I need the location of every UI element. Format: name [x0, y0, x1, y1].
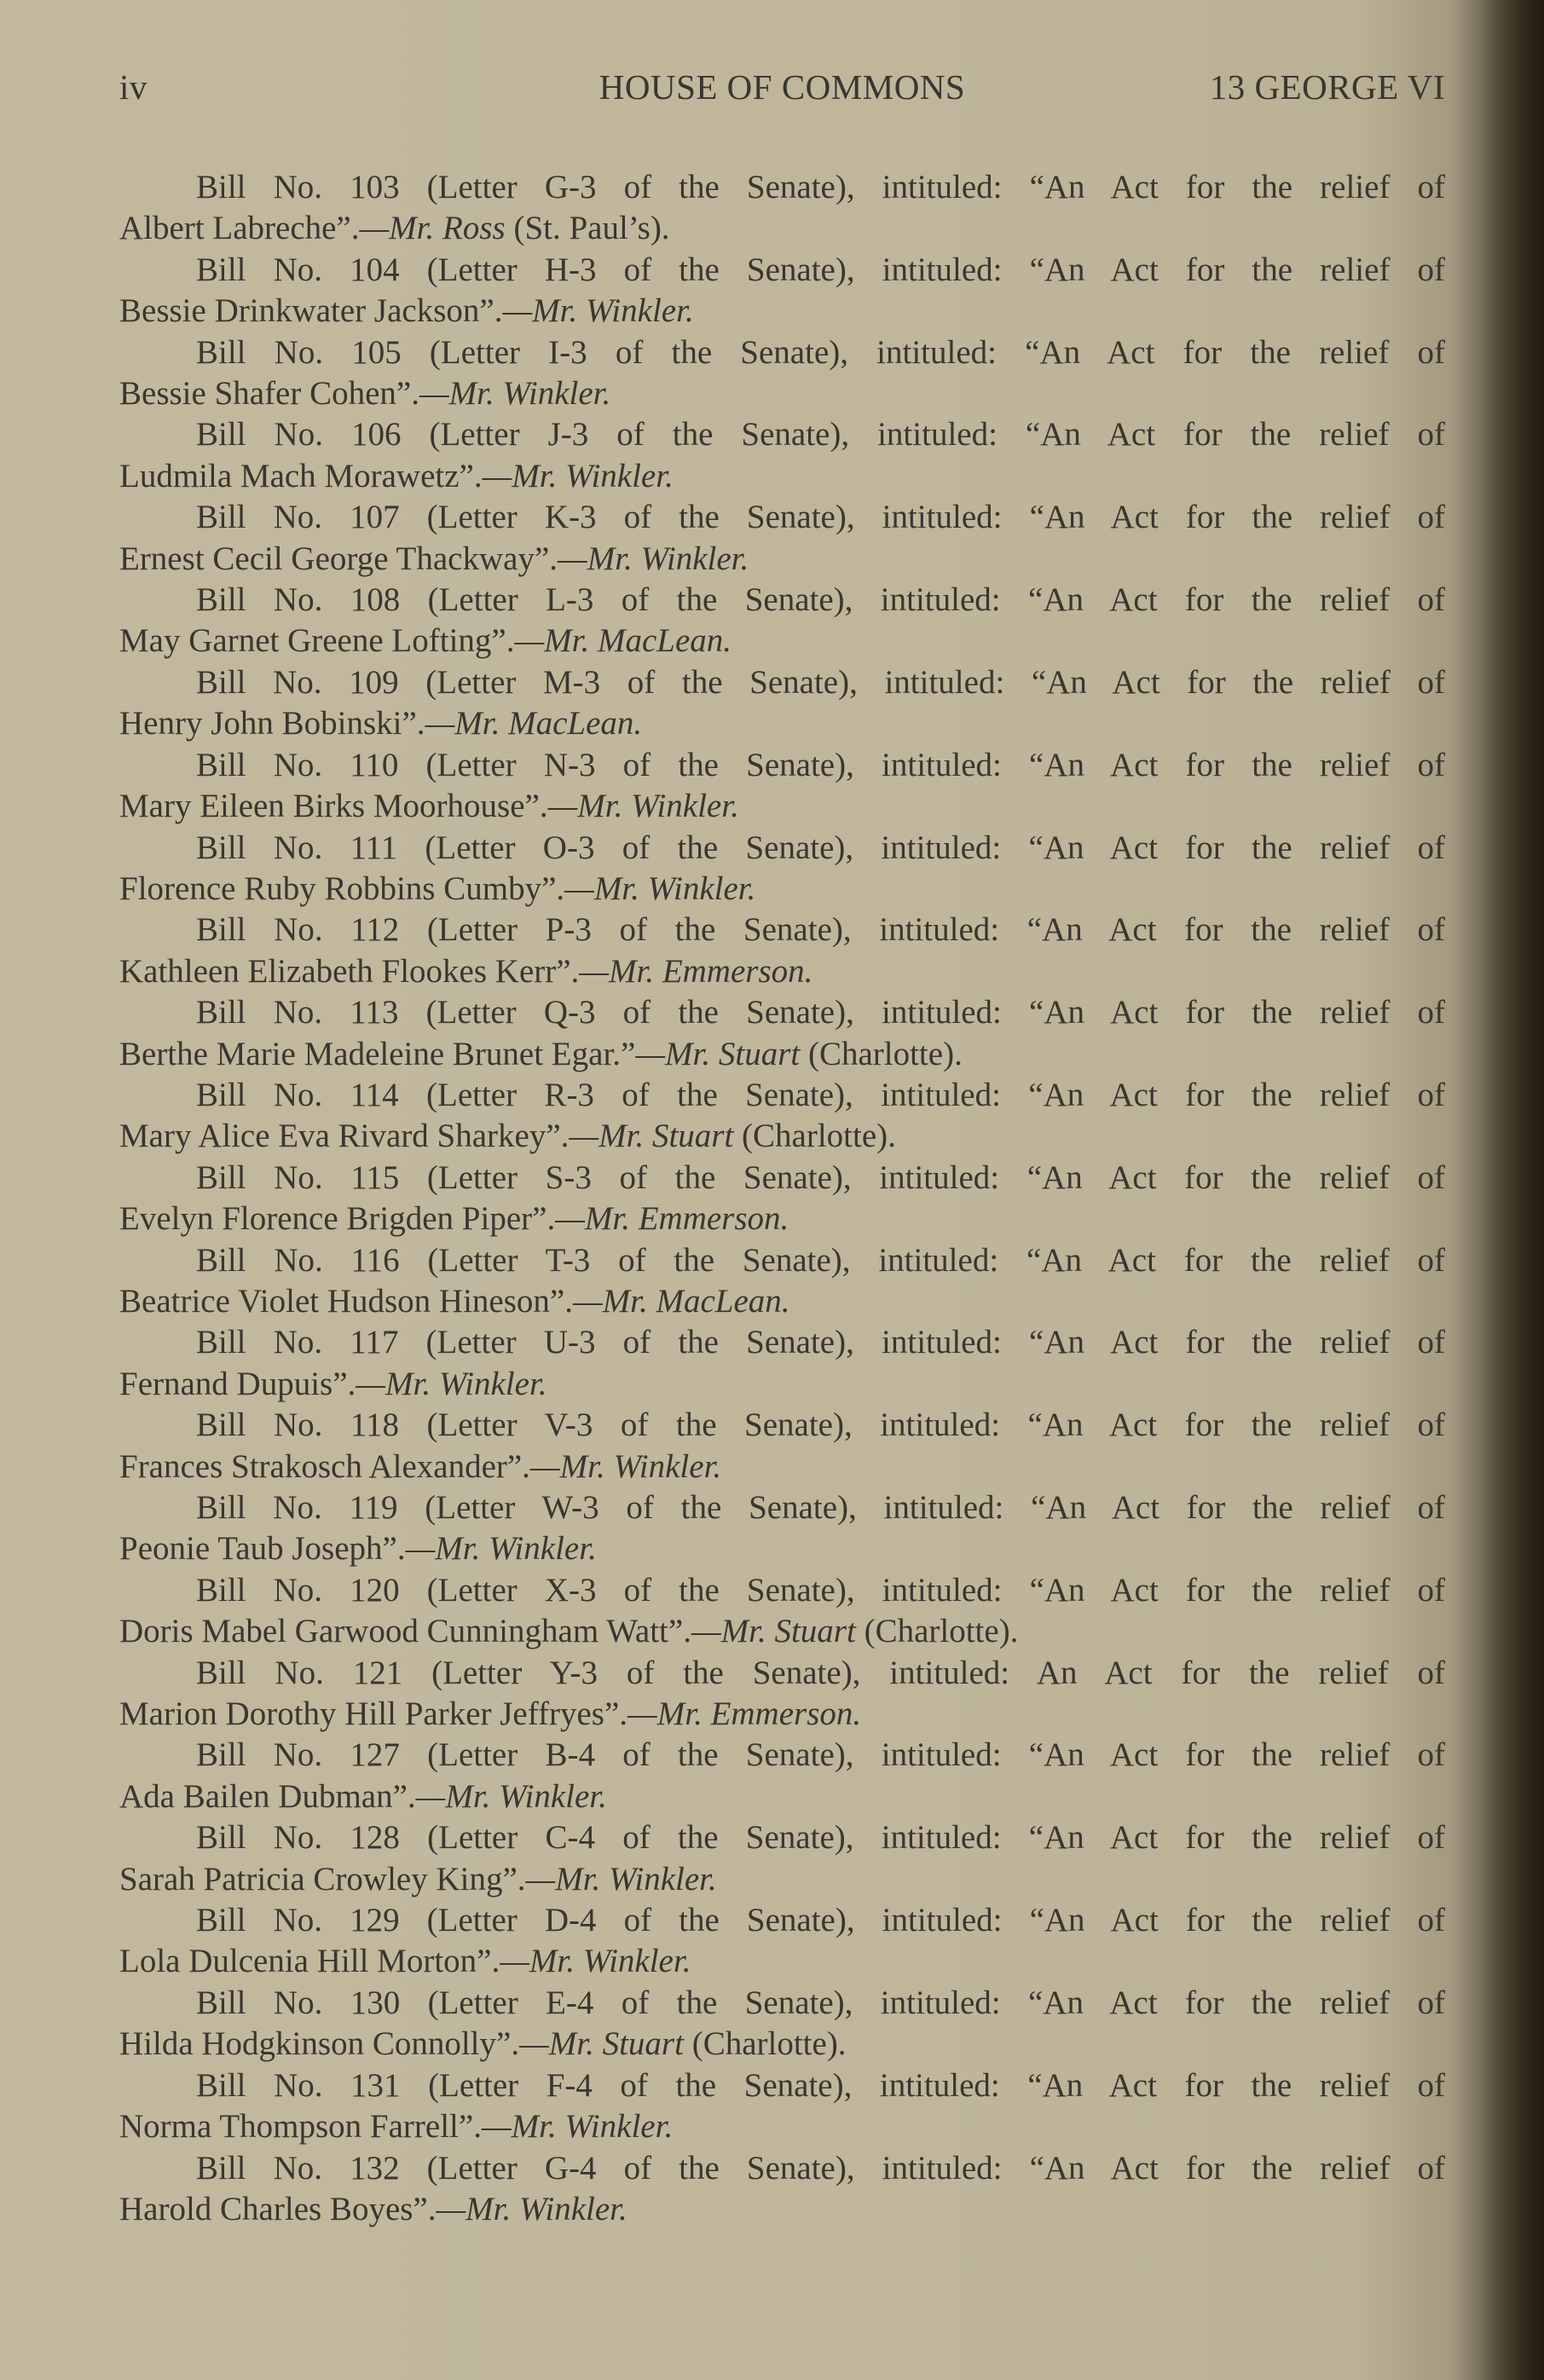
sponsoring-member: —Mr. Stuart: [635, 1035, 801, 1072]
constituency-suffix: (Charlotte).: [733, 1118, 896, 1155]
sponsoring-member: —Mr. Winkler.: [405, 1530, 597, 1568]
bill-entry-continuation: [119, 1694, 1445, 1735]
bill-entry-title: Bill No. 107 (Letter K-3 of the Senate), intituled: “An Act for the relief of: [196, 499, 1445, 536]
bill-entry-title: Bill No. 130 (Letter E-4 of the Senate), intituled: “An Act for the relief of: [196, 1984, 1445, 2021]
bill-entry: [119, 167, 1445, 250]
bill-entry-continuation: [119, 373, 1445, 414]
bill-entry-title: Bill No. 120 (Letter X-3 of the Senate), intituled: “An Act for the relief of: [196, 1571, 1445, 1609]
sponsoring-member: —Mr. Winkler.: [481, 2108, 674, 2146]
bill-entry-continuation: [119, 1859, 1445, 1900]
sponsoring-member: —Mr. MacLean.: [425, 705, 643, 742]
bill-entry-continuation: [119, 1776, 1445, 1817]
petitioner-name: Bessie Shafer Cohen”.: [119, 375, 419, 413]
bill-entry: [119, 1405, 1445, 1488]
bill-entry-continuation: [119, 703, 1445, 744]
bill-entry: [119, 1158, 1445, 1240]
bill-entry-title: Bill No. 111 (Letter O-3 of the Senate), intituled: “An Act for the relief of: [196, 829, 1445, 866]
sponsoring-member: —Mr. Emmerson.: [579, 952, 813, 990]
sponsoring-member: —Mr. Winkler.: [558, 540, 749, 577]
bill-entry-continuation: [119, 1281, 1445, 1322]
bill-entry-continuation: [119, 539, 1445, 580]
bill-entry: [119, 1488, 1445, 1570]
running-header: [119, 66, 1445, 114]
bill-entry-title: Bill No. 105 (Letter I-3 of the Senate), intituled: “An Act for the relief of: [196, 333, 1445, 371]
bill-entry-title: Bill No. 103 (Letter G-3 of the Senate), intituled: “An Act for the relief of: [196, 169, 1445, 205]
page-title: HOUSE OF COMMONS: [599, 67, 966, 107]
bill-entry-title: Bill No. 110 (Letter N-3 of the Senate), intituled: “An Act for the relief of: [196, 746, 1445, 783]
bill-entry-title: Bill No. 117 (Letter U-3 of the Senate), intituled: “An Act for the relief of: [196, 1324, 1445, 1361]
bill-entry-title: Bill No. 121 (Letter Y-3 of the Senate), intituled: An Act for the relief of: [196, 1654, 1445, 1691]
bill-entry: [119, 1322, 1445, 1405]
bill-entry-title: Bill No. 104 (Letter H-3 of the Senate), intituled: “An Act for the relief of: [196, 251, 1445, 288]
sponsoring-member: —Mr. Winkler.: [356, 1365, 547, 1402]
petitioner-name: Henry John Bobinski”.: [119, 705, 425, 742]
sponsoring-member: —Mr. Stuart: [691, 1613, 856, 1650]
bill-entry-continuation: [119, 2024, 1445, 2065]
bill-entry: [119, 910, 1445, 992]
page-number: iv: [119, 67, 147, 107]
petitioner-name: Frances Strakosch Alexander”.: [119, 1447, 530, 1485]
bill-entry-continuation: [119, 1116, 1445, 1157]
constituency-suffix: (Charlotte).: [800, 1035, 963, 1072]
sponsoring-member: —Mr. Winkler.: [502, 292, 694, 330]
bill-entry-title: Bill No. 129 (Letter D-4 of the Senate), intituled: “An Act for the relief of: [196, 1902, 1445, 1939]
sponsoring-member: —Mr. Winkler.: [529, 1447, 722, 1485]
bill-entry-continuation: [119, 1941, 1445, 1982]
bill-entry-title: Bill No. 112 (Letter P-3 of the Senate), intituled: “An Act for the relief of: [196, 911, 1445, 949]
sponsoring-member: —Mr. Stuart: [519, 2025, 684, 2063]
bill-entry-continuation: [119, 1447, 1445, 1488]
petitioner-name: May Garnet Greene Lofting”.: [119, 622, 515, 660]
bill-entry-title: Bill No. 132 (Letter G-4 of the Senate), intituled: “An Act for the relief of: [196, 2149, 1445, 2186]
sponsoring-member: —Mr. Emmerson.: [555, 1200, 789, 1238]
bill-entry-continuation: [119, 456, 1445, 497]
bill-entry-continuation: [119, 291, 1445, 332]
bill-entry: [119, 1900, 1445, 1983]
binding-gutter: [1484, 0, 1544, 2380]
bill-entry: [119, 992, 1445, 1075]
petitioner-name: Lola Dulcenia Hill Morton”.: [119, 1943, 500, 1980]
constituency-suffix: (Charlotte).: [683, 2025, 847, 2063]
bill-entry-title: Bill No. 108 (Letter L-3 of the Senate), intituled: “An Act for the relief of: [196, 581, 1445, 619]
constituency-suffix: (Charlotte).: [855, 1613, 1019, 1650]
sponsoring-member: —Mr. Emmerson.: [627, 1695, 862, 1733]
bill-entry-title: Bill No. 127 (Letter B-4 of the Senate), intituled: “An Act for the relief of: [196, 1736, 1445, 1774]
bill-entry: [119, 580, 1445, 662]
bill-entry-continuation: [119, 1034, 1445, 1075]
sponsoring-member: —Mr. Winkler.: [419, 375, 611, 413]
bill-entry-title: Bill No. 131 (Letter F-4 of the Senate), intituled: “An Act for the relief of: [196, 2066, 1445, 2104]
petitioner-name: Kathleen Elizabeth Flookes Kerr”.: [119, 952, 580, 990]
bill-entry: [119, 1735, 1445, 1817]
petitioner-name: Ada Bailen Dubman”.: [119, 1777, 416, 1815]
bill-entry: [119, 332, 1445, 415]
bill-entry: [119, 497, 1445, 580]
bill-entry-title: Bill No. 113 (Letter Q-3 of the Senate), intituled: “An Act for the relief of: [196, 994, 1445, 1031]
sponsoring-member: —Mr. MacLean.: [572, 1282, 790, 1320]
petitioner-name: Beatrice Violet Hudson Hineson”.: [119, 1282, 573, 1320]
petitioner-name: Ludmila Mach Morawetz”.: [119, 457, 483, 494]
bill-entry-title: Bill No. 128 (Letter C-4 of the Senate), intituled: “An Act for the relief of: [196, 1819, 1445, 1857]
bill-entry: [119, 745, 1445, 828]
bill-entry-title: Bill No. 118 (Letter V-3 of the Senate), intituled: “An Act for the relief of: [196, 1407, 1445, 1444]
bill-entry-continuation: [119, 786, 1445, 827]
petitioner-name: Peonie Taub Joseph”.: [119, 1530, 406, 1568]
sponsoring-member: —Mr. Winkler.: [436, 2190, 627, 2227]
bill-entry-title: Bill No. 106 (Letter J-3 of the Senate), intituled: “An Act for the relief of: [196, 416, 1445, 453]
bill-entry-continuation: [119, 208, 1445, 249]
bill-entry-title: Bill No. 115 (Letter S-3 of the Senate), intituled: “An Act for the relief of: [196, 1158, 1445, 1196]
constituency-suffix: (St. Paul’s).: [505, 210, 670, 247]
bill-entry-continuation: [119, 621, 1445, 661]
bill-entry: [119, 1983, 1445, 2065]
petitioner-name: Berthe Marie Madeleine Brunet Egar.”: [119, 1035, 636, 1072]
sponsoring-member: —Mr. Stuart: [569, 1118, 734, 1155]
sponsoring-member: —Mr. Winkler.: [500, 1943, 691, 1980]
bill-entry: [119, 1075, 1445, 1158]
sponsoring-member: —Mr. Winkler.: [525, 1860, 717, 1898]
bill-entry-title: Bill No. 116 (Letter T-3 of the Senate), intituled: “An Act for the relief of: [196, 1241, 1445, 1279]
sponsoring-member: —Mr. Ross: [359, 210, 506, 247]
bill-entry: [119, 1570, 1445, 1653]
petitioner-name: Mary Alice Eva Rivard Sharkey”.: [119, 1118, 570, 1155]
bill-entry-continuation: [119, 1364, 1445, 1405]
sponsoring-member: —Mr. Winkler.: [482, 457, 674, 494]
bill-entry: [119, 662, 1445, 745]
petitioner-name: Bessie Drinkwater Jackson”.: [119, 292, 503, 330]
sponsoring-member: —Mr. Winkler.: [564, 869, 756, 907]
petitioner-name: Marion Dorothy Hill Parker Jeffryes”.: [119, 1695, 628, 1733]
bill-entry-title: Bill No. 119 (Letter W-3 of the Senate), intituled: “An Act for the relief of: [196, 1489, 1445, 1526]
bill-entry-continuation: [119, 951, 1445, 992]
sponsoring-member: —Mr. MacLean.: [514, 622, 732, 660]
petitioner-name: Ernest Cecil George Thackway”.: [119, 540, 558, 577]
bill-entry: [119, 1653, 1445, 1736]
petitioner-name: Albert Labreche”.: [119, 210, 360, 247]
bill-list: [119, 167, 1445, 2230]
bill-entry: [119, 1817, 1445, 1900]
sponsoring-member: —Mr. Winkler.: [415, 1777, 607, 1815]
petitioner-name: Mary Eileen Birks Moorhouse”.: [119, 788, 548, 825]
bill-entry-continuation: [119, 2189, 1445, 2230]
petitioner-name: Sarah Patricia Crowley King”.: [119, 1860, 526, 1898]
bill-entry-title: Bill No. 109 (Letter M-3 of the Senate), intituled: “An Act for the relief of: [196, 663, 1445, 701]
bill-entry: [119, 1240, 1445, 1323]
bill-entry-continuation: [119, 1199, 1445, 1239]
bill-entry-continuation: [119, 869, 1445, 910]
petitioner-name: Evelyn Florence Brigden Piper”.: [119, 1200, 556, 1238]
session-label: 13 GEORGE VI: [1209, 67, 1445, 107]
petitioner-name: Harold Charles Boyes”.: [119, 2190, 437, 2227]
bill-entry: [119, 2148, 1445, 2231]
bill-entry: [119, 2065, 1445, 2148]
sponsoring-member: —Mr. Winkler.: [547, 788, 739, 825]
bill-entry-continuation: [119, 2106, 1445, 2147]
bill-entry: [119, 414, 1445, 497]
petitioner-name: Doris Mabel Garwood Cunningham Watt”.: [119, 1613, 691, 1650]
bill-entry-continuation: [119, 1611, 1445, 1652]
petitioner-name: Fernand Dupuis”.: [119, 1365, 356, 1402]
bill-entry-continuation: [119, 1528, 1445, 1569]
petitioner-name: Hilda Hodgkinson Connolly”.: [119, 2025, 520, 2063]
bill-entry-title: Bill No. 114 (Letter R-3 of the Senate), intituled: “An Act for the relief of: [196, 1076, 1445, 1113]
bill-entry: [119, 828, 1445, 910]
bill-entry: [119, 250, 1445, 332]
petitioner-name: Norma Thompson Farrell”.: [119, 2108, 482, 2146]
petitioner-name: Florence Ruby Robbins Cumby”.: [119, 869, 565, 907]
